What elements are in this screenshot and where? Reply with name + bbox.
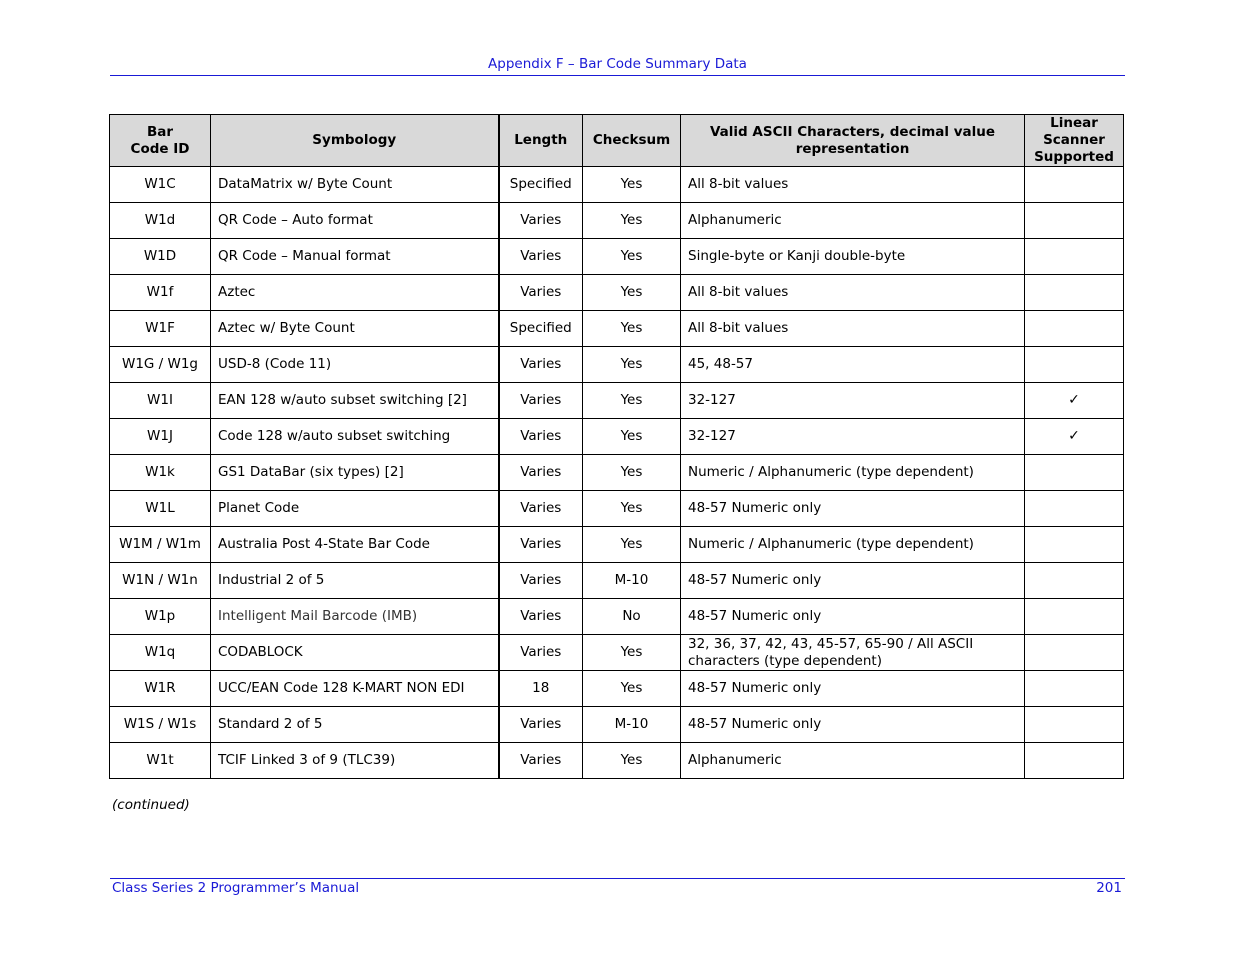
table-row — [110, 275, 1124, 311]
table-row — [110, 707, 1124, 743]
checkmark-icon: ✓ — [1025, 383, 1124, 419]
cell-valid: 32, 36, 37, 42, 43, 45-57, 65-90 / All ASCII characters (type dependent) — [681, 635, 1025, 671]
cell-valid: 48-57 Numeric only — [681, 707, 1025, 743]
col-header-bar-code-id: Bar Code ID — [110, 115, 211, 167]
cell-valid: 45, 48-57 — [681, 347, 1025, 383]
footer-rule — [110, 878, 1125, 879]
cell-id: W1q — [110, 635, 211, 671]
cell-valid: All 8-bit values — [681, 167, 1025, 203]
cell-checksum: Yes — [583, 239, 681, 275]
cell-valid: 48-57 Numeric only — [681, 671, 1025, 707]
cell-length: Varies — [499, 383, 583, 419]
cell-id: W1N / W1n — [110, 563, 211, 599]
cell-id: W1k — [110, 455, 211, 491]
cell-linear — [1025, 599, 1124, 635]
cell-symbology: USD-8 (Code 11) — [211, 347, 499, 383]
cell-length: Specified — [499, 167, 583, 203]
cell-checksum: Yes — [583, 311, 681, 347]
table-row — [110, 671, 1124, 707]
cell-linear — [1025, 671, 1124, 707]
cell-checksum: M-10 — [583, 707, 681, 743]
cell-id: W1G / W1g — [110, 347, 211, 383]
cell-length: Varies — [499, 275, 583, 311]
cell-linear — [1025, 563, 1124, 599]
table-row — [110, 743, 1124, 779]
cell-checksum: Yes — [583, 527, 681, 563]
cell-checksum: Yes — [583, 203, 681, 239]
cell-checksum: Yes — [583, 635, 681, 671]
footer-manual-title: Class Series 2 Programmer’s Manual — [112, 880, 360, 896]
cell-linear — [1025, 239, 1124, 275]
cell-length: Varies — [499, 419, 583, 455]
cell-checksum: Yes — [583, 491, 681, 527]
table-row — [110, 419, 1124, 455]
cell-length: Varies — [499, 635, 583, 671]
table-row — [110, 527, 1124, 563]
cell-linear — [1025, 455, 1124, 491]
cell-checksum: M-10 — [583, 563, 681, 599]
cell-checksum: Yes — [583, 671, 681, 707]
table-row — [110, 347, 1124, 383]
cell-symbology: GS1 DataBar (six types) [2] — [211, 455, 499, 491]
col-header-linear-scanner: Linear Scanner Supported — [1025, 115, 1124, 167]
table-row — [110, 635, 1124, 671]
cell-checksum: Yes — [583, 383, 681, 419]
cell-valid: All 8-bit values — [681, 275, 1025, 311]
cell-id: W1t — [110, 743, 211, 779]
cell-id: W1M / W1m — [110, 527, 211, 563]
cell-length: Varies — [499, 203, 583, 239]
table-row — [110, 491, 1124, 527]
running-header: Appendix F – Bar Code Summary Data — [488, 56, 747, 72]
cell-length: Varies — [499, 527, 583, 563]
cell-symbology: Aztec — [211, 275, 499, 311]
footer-page-number: 201 — [1096, 880, 1122, 896]
cell-id: W1L — [110, 491, 211, 527]
cell-id: W1D — [110, 239, 211, 275]
cell-length: Varies — [499, 599, 583, 635]
col-header-length: Length — [499, 115, 583, 167]
cell-symbology: TCIF Linked 3 of 9 (TLC39) — [211, 743, 499, 779]
table-row — [110, 203, 1124, 239]
cell-length: Varies — [499, 743, 583, 779]
bar-code-table — [109, 114, 1124, 779]
cell-length: Varies — [499, 455, 583, 491]
table-header-row — [110, 115, 1124, 167]
cell-linear — [1025, 203, 1124, 239]
col-header-valid-ascii: Valid ASCII Characters, decimal value representation — [681, 115, 1025, 167]
table-row — [110, 383, 1124, 419]
cell-valid: 48-57 Numeric only — [681, 491, 1025, 527]
cell-symbology: CODABLOCK — [211, 635, 499, 671]
cell-symbology: UCC/EAN Code 128 K-MART NON EDI — [211, 671, 499, 707]
cell-linear — [1025, 707, 1124, 743]
cell-id: W1F — [110, 311, 211, 347]
cell-length: Varies — [499, 707, 583, 743]
cell-symbology: QR Code – Manual format — [211, 239, 499, 275]
cell-valid: Numeric / Alphanumeric (type dependent) — [681, 455, 1025, 491]
cell-valid: Single-byte or Kanji double-byte — [681, 239, 1025, 275]
cell-checksum: Yes — [583, 167, 681, 203]
table-row — [110, 455, 1124, 491]
cell-linear — [1025, 527, 1124, 563]
cell-id: W1p — [110, 599, 211, 635]
cell-symbology: Industrial 2 of 5 — [211, 563, 499, 599]
cell-linear — [1025, 347, 1124, 383]
checkmark-icon: ✓ — [1025, 419, 1124, 455]
cell-id: W1d — [110, 203, 211, 239]
cell-valid: Numeric / Alphanumeric (type dependent) — [681, 527, 1025, 563]
cell-valid: 48-57 Numeric only — [681, 599, 1025, 635]
cell-linear — [1025, 167, 1124, 203]
cell-symbology: Planet Code — [211, 491, 499, 527]
cell-symbology: Code 128 w/auto subset switching — [211, 419, 499, 455]
cell-length: 18 — [499, 671, 583, 707]
cell-checksum: Yes — [583, 743, 681, 779]
cell-checksum: Yes — [583, 347, 681, 383]
col-header-checksum: Checksum — [583, 115, 681, 167]
cell-valid: Alphanumeric — [681, 743, 1025, 779]
cell-id: W1f — [110, 275, 211, 311]
cell-valid: All 8-bit values — [681, 311, 1025, 347]
cell-valid: Alphanumeric — [681, 203, 1025, 239]
cell-id: W1S / W1s — [110, 707, 211, 743]
header-rule — [110, 75, 1125, 76]
continued-note: (continued) — [112, 797, 190, 813]
table-row — [110, 563, 1124, 599]
cell-symbology: Intelligent Mail Barcode (IMB) — [211, 599, 499, 635]
table-row — [110, 239, 1124, 275]
cell-symbology: QR Code – Auto format — [211, 203, 499, 239]
col-header-symbology: Symbology — [211, 115, 499, 167]
cell-linear — [1025, 491, 1124, 527]
cell-length: Varies — [499, 347, 583, 383]
cell-checksum: Yes — [583, 275, 681, 311]
cell-symbology: EAN 128 w/auto subset switching [2] — [211, 383, 499, 419]
cell-length: Specified — [499, 311, 583, 347]
cell-length: Varies — [499, 563, 583, 599]
cell-id: W1R — [110, 671, 211, 707]
cell-symbology: Australia Post 4-State Bar Code — [211, 527, 499, 563]
cell-linear — [1025, 311, 1124, 347]
cell-length: Varies — [499, 491, 583, 527]
cell-checksum: No — [583, 599, 681, 635]
table-row — [110, 167, 1124, 203]
cell-checksum: Yes — [583, 419, 681, 455]
cell-valid: 32-127 — [681, 419, 1025, 455]
cell-linear — [1025, 743, 1124, 779]
cell-valid: 48-57 Numeric only — [681, 563, 1025, 599]
cell-valid: 32-127 — [681, 383, 1025, 419]
cell-symbology: Aztec w/ Byte Count — [211, 311, 499, 347]
table-row — [110, 599, 1124, 635]
cell-id: W1I — [110, 383, 211, 419]
cell-symbology: Standard 2 of 5 — [211, 707, 499, 743]
cell-symbology: DataMatrix w/ Byte Count — [211, 167, 499, 203]
cell-id: W1J — [110, 419, 211, 455]
table-row — [110, 311, 1124, 347]
cell-checksum: Yes — [583, 455, 681, 491]
cell-id: W1C — [110, 167, 211, 203]
cell-length: Varies — [499, 239, 583, 275]
cell-linear — [1025, 275, 1124, 311]
cell-linear — [1025, 635, 1124, 671]
